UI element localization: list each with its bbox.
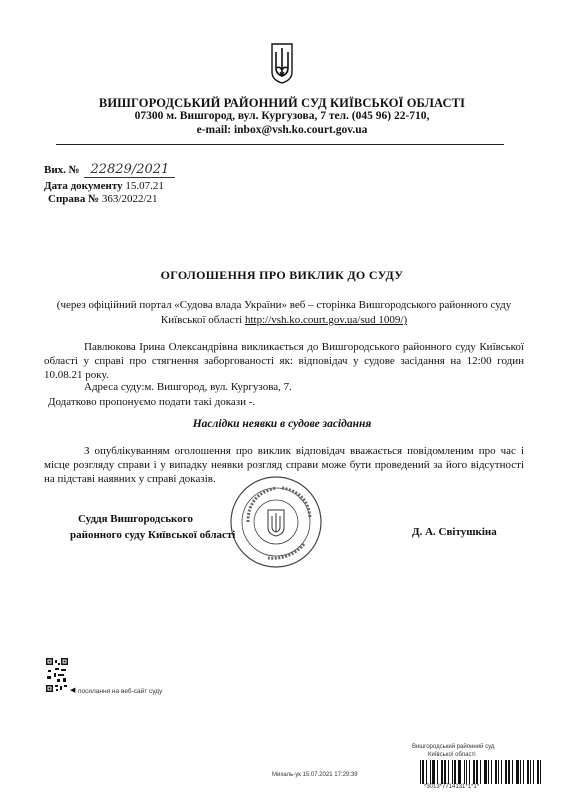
court-name: ВИШГОРОДСЬКИЙ РАЙОННИЙ СУД КИЇВСЬКОЇ ОБЛАСТІ bbox=[98, 96, 466, 110]
barcode-stripe bbox=[454, 760, 456, 784]
barcode-stripe bbox=[516, 760, 519, 784]
barcode-stripe bbox=[512, 760, 513, 784]
footer-court-name: Вишгородський районний суд bbox=[412, 744, 495, 750]
document-barcode bbox=[420, 760, 550, 784]
qr-code[interactable] bbox=[46, 658, 68, 692]
footer-court-region: Київської області bbox=[428, 752, 476, 758]
document-title: ОГОЛОШЕННЯ ПРО ВИКЛИК ДО СУДУ bbox=[160, 268, 404, 282]
barcode-number: *3013*7714131*1*1* bbox=[424, 784, 480, 790]
barcode-stripe bbox=[537, 760, 539, 784]
barcode-stripe bbox=[495, 760, 497, 784]
date-value: 15.07.21 bbox=[125, 180, 164, 192]
barcode-stripe bbox=[476, 760, 478, 784]
barcode-stripe bbox=[441, 760, 443, 784]
outgoing-number-handwritten: 22829/2021 bbox=[84, 162, 175, 178]
consequences-heading: Наслідки неявки в судове засідання bbox=[192, 418, 372, 430]
barcode-stripe bbox=[430, 760, 431, 784]
barcode-stripe bbox=[523, 760, 524, 784]
header-divider bbox=[56, 144, 504, 145]
barcode-stripe bbox=[527, 760, 529, 784]
judge-title-line2: районного суду Київської області bbox=[70, 529, 236, 541]
barcode-stripe bbox=[448, 760, 449, 784]
case-label: Справа № bbox=[48, 193, 100, 205]
barcode-stripe bbox=[484, 760, 487, 784]
case-number-line bbox=[48, 193, 158, 205]
publication-note-text: (через офіційний портал «Судова влада України» веб – сторінка Вишгородського районного суду Київської області bbox=[56, 299, 512, 326]
court-address-paragraph: Адреса суду:м. Вишгород, вул. Кургузова, 7. bbox=[84, 381, 292, 393]
barcode-stripe bbox=[437, 760, 438, 784]
barcode-stripe bbox=[530, 760, 531, 784]
barcode-stripe bbox=[533, 760, 534, 784]
consequences-paragraph: З опублікуванням оголошення про виклик відповідач вважається повідомленим про час і місце розгляду справи і у випадку неявки розгляд справи може бути проведений за його відсутності на підставі наявних у справі доказів. bbox=[44, 445, 524, 485]
coat-of-arms-icon bbox=[270, 42, 294, 84]
barcode-stripe bbox=[505, 760, 507, 784]
date-label: Дата документу bbox=[44, 180, 123, 192]
barcode-stripe bbox=[466, 760, 467, 784]
barcode-stripe bbox=[464, 760, 465, 784]
court-email: e-mail: inbox@vsh.ko.court.gov.ua bbox=[196, 124, 368, 136]
barcode-stripe bbox=[432, 760, 435, 784]
qr-code-caption: посилання на веб-сайт суду bbox=[78, 688, 163, 695]
barcode-stripe bbox=[498, 760, 499, 784]
barcode-stripe bbox=[444, 760, 446, 784]
publication-note bbox=[44, 298, 524, 328]
summons-paragraph: Павлюкова Ірина Олександрівна викликається до Вишгородського районного суду Київської області у справі про стягнення заборгованості як: відповідач у судове засідання на 12:00 годин 10.08.21 року. bbox=[44, 341, 524, 381]
pointer-icon: ◀ bbox=[70, 686, 76, 694]
barcode-stripe bbox=[480, 760, 481, 784]
barcode-stripe bbox=[452, 760, 453, 784]
barcode-stripe bbox=[422, 760, 424, 784]
outgoing-number-line bbox=[44, 162, 175, 178]
barcode-stripe bbox=[491, 760, 492, 784]
judge-title bbox=[70, 511, 270, 543]
evidence-paragraph: Додатково пропонуємо подати такі докази -. bbox=[48, 396, 256, 408]
barcode-stripe bbox=[488, 760, 489, 784]
document-date-line bbox=[44, 180, 164, 192]
footer-registration-log: Михаль-ук 15.07.2021 17:29:39 bbox=[272, 772, 358, 778]
case-value: 363/2022/21 bbox=[101, 193, 158, 205]
judge-title-line1: Суддя Вишгородського bbox=[78, 513, 193, 525]
barcode-stripe bbox=[520, 760, 521, 784]
court-address: 07300 м. Вишгород, вул. Кургузова, 7 тел. (045 96) 22-710, bbox=[134, 110, 430, 122]
barcode-stripe bbox=[420, 760, 421, 784]
barcode-stripe bbox=[426, 760, 427, 784]
court-website-link[interactable]: http://vsh.ko.court.gov.ua/sud 1009/) bbox=[244, 314, 408, 326]
barcode-stripe bbox=[540, 760, 541, 784]
barcode-stripe bbox=[501, 760, 502, 784]
judge-name: Д. А. Світушкіна bbox=[412, 526, 497, 538]
barcode-stripe bbox=[458, 760, 461, 784]
outgoing-label: Вих. № bbox=[44, 164, 80, 176]
barcode-stripe bbox=[473, 760, 475, 784]
barcode-stripe bbox=[508, 760, 510, 784]
barcode-stripe bbox=[469, 760, 470, 784]
